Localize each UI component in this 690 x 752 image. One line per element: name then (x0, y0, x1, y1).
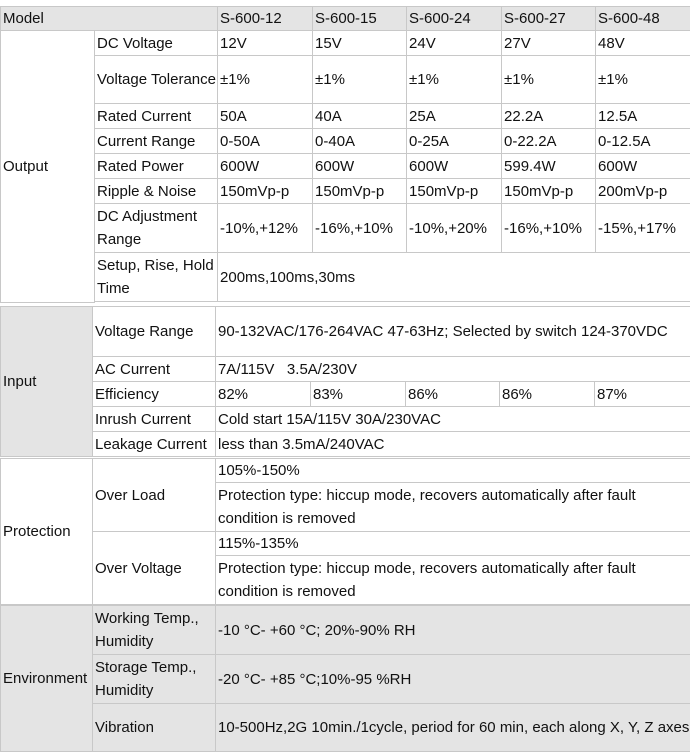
value-cell: 150mVp-p (407, 179, 502, 204)
row-label: DC Adjustment Range (95, 204, 218, 253)
value-cell: ±1% (596, 56, 690, 104)
model-cell: S-600-48 (596, 7, 690, 31)
value-cell: 83% (311, 382, 406, 407)
value-cell: -16%,+10% (313, 204, 407, 253)
value-cell: 25A (407, 104, 502, 129)
model-cell: S-600-12 (218, 7, 313, 31)
overvoltage-range: 115%-135% (216, 532, 690, 556)
leakage-value: less than 3.5mA/240VAC (216, 432, 690, 457)
value-cell: ±1% (407, 56, 502, 104)
value-cell: 12.5A (596, 104, 690, 129)
value-cell: 12V (218, 31, 313, 56)
value-cell: 87% (595, 382, 690, 407)
protection-spec-table (0, 458, 690, 605)
value-cell: 15V (313, 31, 407, 56)
output-spec-table (0, 6, 690, 303)
section-label-protection: Protection (1, 459, 93, 605)
overvoltage-type: Protection type: hiccup mode, recovers automatically after fault condition is removed (216, 556, 690, 605)
row-label: Over Voltage (93, 532, 216, 605)
value-cell: -16%,+10% (502, 204, 596, 253)
row-label: Over Load (93, 459, 216, 532)
row-label: Voltage Range (93, 307, 216, 357)
section-label-environment: Environment (1, 606, 93, 752)
value-cell: 150mVp-p (313, 179, 407, 204)
value-cell: 86% (500, 382, 595, 407)
value-cell: 600W (218, 154, 313, 179)
row-label: DC Voltage (95, 31, 218, 56)
value-cell: -15%,+17% (596, 204, 690, 253)
model-cell: S-600-27 (502, 7, 596, 31)
working-value: -10 °C- +60 °C; 20%-90% RH (216, 606, 690, 655)
header-row (1, 7, 690, 31)
row-label: Current Range (95, 129, 218, 154)
input-spec-table (0, 306, 690, 457)
value-cell: 200mVp-p (596, 179, 690, 204)
value-cell: 22.2A (502, 104, 596, 129)
row-label: Rated Power (95, 154, 218, 179)
row-label: Ripple & Noise (95, 179, 218, 204)
row-label: Setup, Rise, Hold Time (95, 253, 218, 302)
row-label: Rated Current (95, 104, 218, 129)
value-cell: 50A (218, 104, 313, 129)
value-cell: 599.4W (502, 154, 596, 179)
value-cell: 82% (216, 382, 311, 407)
value-cell: 86% (406, 382, 500, 407)
overload-type: Protection type: hiccup mode, recovers automatically after fault condition is removed (216, 483, 690, 532)
value-cell: 0-12.5A (596, 129, 690, 154)
model-cell: S-600-24 (407, 7, 502, 31)
value-cell: 0-50A (218, 129, 313, 154)
row-label: Working Temp., Humidity (93, 606, 216, 655)
environment-spec-table (0, 605, 690, 752)
voltage-range-value: 90-132VAC/176-264VAC 47-63Hz; Selected by switch 124-370VDC (216, 307, 690, 357)
inrush-value: Cold start 15A/115V 30A/230VAC (216, 407, 690, 432)
row-label: Inrush Current (93, 407, 216, 432)
vibration-value: 10-500Hz,2G 10min./1cycle, period for 60 min, each along X, Y, Z axes (216, 704, 690, 752)
value-cell: ±1% (502, 56, 596, 104)
value-cell: 600W (596, 154, 690, 179)
ac-current-value: 7A/115V 3.5A/230V (216, 357, 690, 382)
model-label: Model (1, 7, 218, 31)
value-cell: 27V (502, 31, 596, 56)
value-cell: 24V (407, 31, 502, 56)
value-cell: 600W (407, 154, 502, 179)
value-cell: 0-25A (407, 129, 502, 154)
value-cell: 150mVp-p (218, 179, 313, 204)
value-cell: 40A (313, 104, 407, 129)
row-label: Voltage Tolerance (95, 56, 218, 104)
value-cell: ±1% (313, 56, 407, 104)
value-cell: -10%,+20% (407, 204, 502, 253)
model-cell: S-600-15 (313, 7, 407, 31)
value-cell: 150mVp-p (502, 179, 596, 204)
row-label: Leakage Current (93, 432, 216, 457)
row-label: Vibration (93, 704, 216, 752)
overload-range: 105%-150% (216, 459, 690, 483)
value-cell: -10%,+12% (218, 204, 313, 253)
value-cell: 600W (313, 154, 407, 179)
storage-value: -20 °C- +85 °C;10%-95 %RH (216, 655, 690, 704)
row-label: Storage Temp., Humidity (93, 655, 216, 704)
row-label: Efficiency (93, 382, 216, 407)
value-cell: 0-40A (313, 129, 407, 154)
value-cell: 0-22.2A (502, 129, 596, 154)
value-cell: 48V (596, 31, 690, 56)
setup-value: 200ms,100ms,30ms (218, 253, 690, 302)
section-label-output: Output (1, 31, 95, 303)
section-label-input: Input (1, 307, 93, 457)
value-cell: ±1% (218, 56, 313, 104)
row-label: AC Current (93, 357, 216, 382)
